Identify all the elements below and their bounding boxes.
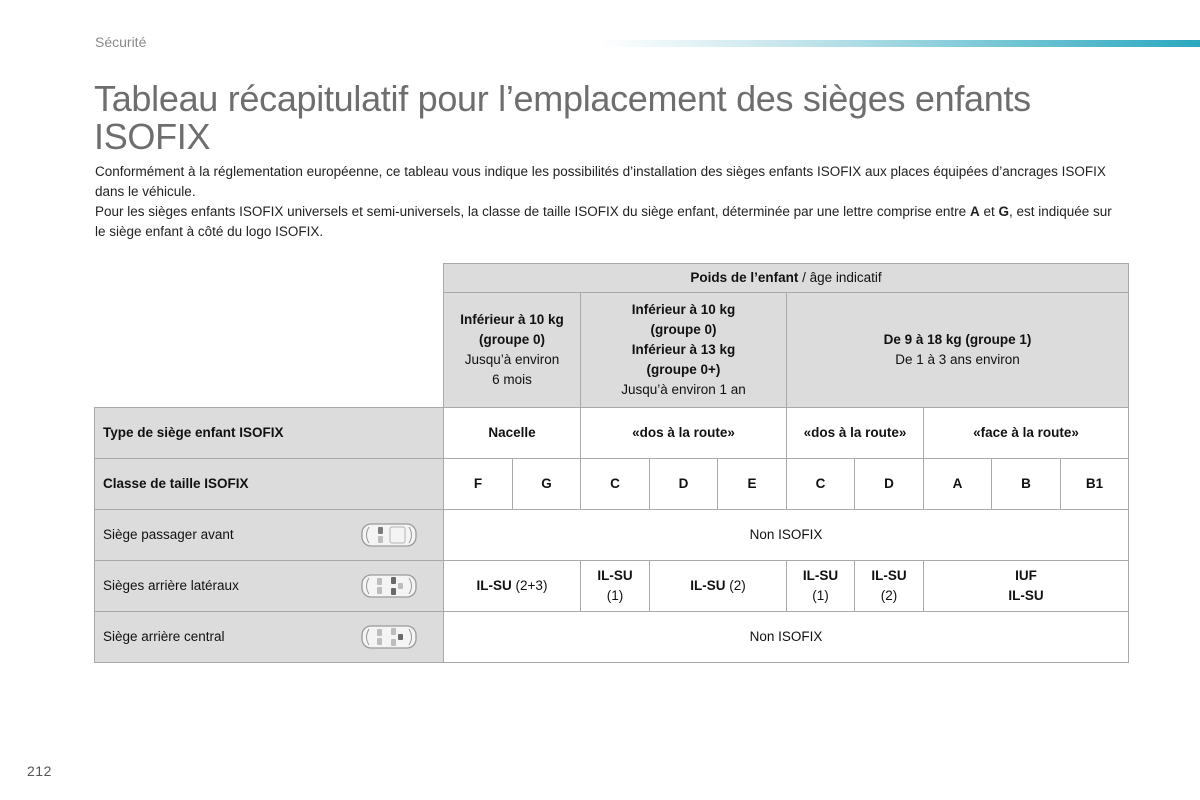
cell-type-nacelle: Nacelle xyxy=(444,408,581,459)
weight-group-0: Inférieur à 10 kg (groupe 0) Jusqu’à environ 6 mois xyxy=(444,293,581,408)
row-label-rear-side: Sièges arrière latéraux xyxy=(95,561,444,612)
cell-rear-center-value: Non ISOFIX xyxy=(444,612,1129,663)
intro-text xyxy=(95,162,1125,242)
intro-paragraph-1: Conformément à la réglementation européenne, ce tableau vous indique les possibilités d’installation des sièges enfants ISOFIX aux places équipées d’ancrages ISOFIX dans le véhicule. xyxy=(95,164,1106,199)
weight-group-1: De 9 à 18 kg (groupe 1) De 1 à 3 ans environ xyxy=(787,293,1129,408)
cell-type-forward-facing: «face à la route» xyxy=(924,408,1129,459)
cell-rear-side-forward: IUF IL-SU xyxy=(924,561,1129,612)
header-gradient-bar xyxy=(600,40,1200,47)
section-label: Sécurité xyxy=(95,34,147,50)
cell-class: D xyxy=(650,459,718,510)
cell-rear-side-group0: IL-SU (2+3) xyxy=(444,561,581,612)
cell-class: G xyxy=(513,459,581,510)
table-row-rear-side xyxy=(95,561,1129,612)
cell-class: B1 xyxy=(1061,459,1129,510)
page-title: Tableau récapitulatif pour l’emplacement des sièges enfants ISOFIX xyxy=(94,78,1031,157)
car-seat-rear-center-icon xyxy=(361,624,417,650)
cell-type-rear-facing-0plus: «dos à la route» xyxy=(581,408,787,459)
isofix-table xyxy=(94,263,1129,663)
cell-class: D xyxy=(855,459,924,510)
cell-front-passenger-value: Non ISOFIX xyxy=(444,510,1129,561)
cell-class: F xyxy=(444,459,513,510)
cell-class: A xyxy=(924,459,992,510)
table-row-type xyxy=(95,408,1129,459)
cell-rear-side-d-group1: IL-SU (2) xyxy=(855,561,924,612)
intro-paragraph-2: Pour les sièges enfants ISOFIX universels et semi-universels, la classe de taille ISOFIX du siège enfant, déterminée par une lettre comprise entre A et G, est indiquée sur le siège enfant à côté du logo ISOFIX. xyxy=(95,204,1112,239)
cell-rear-side-c: IL-SU (1) xyxy=(581,561,650,612)
row-label-front-passenger: Siège passager avant xyxy=(95,510,444,561)
cell-class: C xyxy=(787,459,855,510)
row-label-class: Classe de taille ISOFIX xyxy=(95,459,444,510)
cell-class: C xyxy=(581,459,650,510)
car-seat-front-passenger-icon xyxy=(361,522,417,548)
car-seat-rear-side-icon xyxy=(361,573,417,599)
weight-header: Poids de l’enfant / âge indicatif xyxy=(444,264,1129,293)
cell-class: E xyxy=(718,459,787,510)
row-label-type: Type de siège enfant ISOFIX xyxy=(95,408,444,459)
weight-groups-row xyxy=(95,293,1129,408)
table-row-rear-center xyxy=(95,612,1129,663)
cell-class: B xyxy=(992,459,1061,510)
page-number: 212 xyxy=(27,763,52,779)
row-label-rear-center: Siège arrière central xyxy=(95,612,444,663)
cell-type-rear-facing-1: «dos à la route» xyxy=(787,408,924,459)
table-header-row xyxy=(95,264,1129,293)
cell-rear-side-de: IL-SU (2) xyxy=(650,561,787,612)
cell-rear-side-c-group1: IL-SU (1) xyxy=(787,561,855,612)
table-row-front-passenger xyxy=(95,510,1129,561)
table-row-class xyxy=(95,459,1129,510)
weight-group-0plus: Inférieur à 10 kg (groupe 0) Inférieur à 13 kg (groupe 0+) Jusqu’à environ 1 an xyxy=(581,293,787,408)
